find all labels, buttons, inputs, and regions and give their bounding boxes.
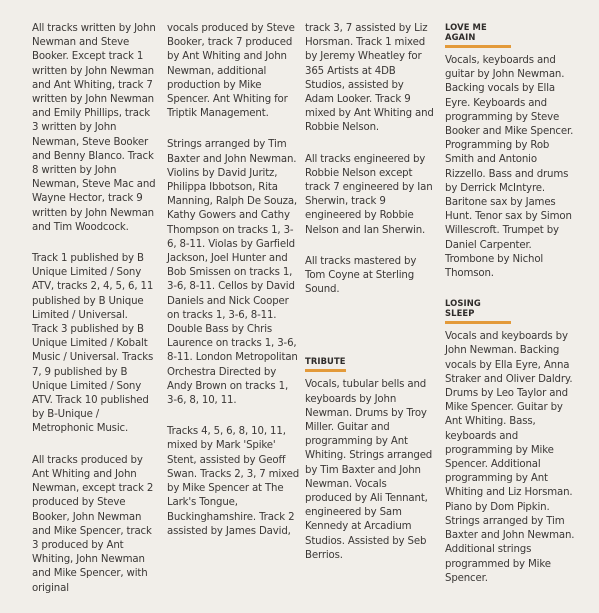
- tribute-section: [305, 349, 435, 563]
- love-me-again-section: [445, 22, 577, 281]
- love-me-again-heading: LOVE ME AGAIN: [445, 22, 511, 48]
- column-4: [445, 22, 577, 603]
- strings-credits: Strings arranged by Tim Baxter and John Newman. Violins by David Juritz, Philippa Ibbotson, Rita Manning, Ralph De Souza, Kathy Gowers and Cathy Thompson on tracks 1, 3-6, 8-11. Violas by Garfield Jackson, Joel Hunter and Bob Smissen on tracks 1, 3-6, 8-11. Cellos by David Daniels and Nick Cooper on tracks 1, 3-6, 8-11. Double Bass by Chris Laurence on tracks 1, 3-6, 8-11. London Metropolitan Orchestra Directed by Andy Brown on tracks 1, 3-6, 8, 10, 11.: [167, 139, 298, 407]
- production-credits: All tracks produced by Ant Whiting and John Newman, except track 2 produced by Steve Booker, John Newman and Mike Spencer, track 3 produced by Ant Whiting, John Newman and Mike Spencer, with original: [32, 454, 154, 594]
- writing-credits: All tracks written by John Newman and Steve Booker. Except track 1 written by John Newman and Ant Whiting, track 7 written by John Newman and Emily Phillips, track 3 written by John Newman, Steve Booker and Benny Blanco. Track 8 written by John Newman, Steve Mac and Wayne Hector, track 9 written by John Newman and Tim Woodcock.: [32, 23, 156, 233]
- mixing-credits: Tracks 4, 5, 6, 8, 10, 11, mixed by Mark 'Spike' Stent, assisted by Geoff Swan. Tracks 2, 3, 7 mixed by Mike Spencer at The Lark's Tongue, Buckinghamshire. Track 2 assisted by James David,: [167, 426, 300, 537]
- tribute-credits: Vocals, tubular bells and keyboards by John Newman. Drums by Troy Miller. Guitar and programming by Ant Whiting. Strings arranged by Tim Baxter and John Newman. Vocals produced by Ali Tennant, engineered by Sam Kennedy at Arcadium Studios. Assisted by Seb Berrios.: [305, 379, 433, 561]
- losing-sleep-heading: LOSING SLEEP: [445, 298, 511, 324]
- column-2: [167, 22, 300, 556]
- mixing-credits-continued: track 3, 7 assisted by Liz Horsman. Track 1 mixed by Jeremy Wheatley for 365 Artists at 4DB Studios, assisted by Adam Looker. Track 9 mixed by Ant Whiting and Robbie Nelson.: [305, 23, 434, 134]
- losing-sleep-section: [445, 298, 577, 586]
- losing-sleep-credits: Vocals and keyboards by John Newman. Backing vocals by Ella Eyre, Anna Straker and Oliver Daldry. Drums by Leo Taylor and Mike Spencer. Guitar by Ant Whiting. Bass, keyboards and programming by Mike Spencer. Additional programming by Ant Whiting and Liz Horsman. Piano by Dom Pipkin. Strings arranged by Tim Baxter and John Newman. Additional strings programmed by Mike Spencer.: [445, 331, 575, 584]
- production-credits-continued: vocals produced by Steve Booker, track 7 produced by Ant Whiting and John Newman, additional production by Mike Spencer. Ant Whiting for Triptik Management.: [167, 23, 295, 120]
- tribute-heading: TRIBUTE: [305, 356, 346, 372]
- love-me-again-credits: Vocals, keyboards and guitar by John Newman. Backing vocals by Ella Eyre. Keyboards and programming by Steve Booker and Mike Spencer. Programming by Rob Smith and Antonio Rizzello. Bass and drums by Derrick McIntyre. Baritone sax by James Hunt. Tenor sax by Simon Willescroft. Trumpet by Daniel Carpenter. Trombone by Nichol Thomson.: [445, 55, 574, 280]
- column-3: [305, 22, 435, 580]
- mastering-credits: All tracks mastered by Tom Coyne at Sterling Sound.: [305, 255, 417, 296]
- publishing-credits: Track 1 published by B Unique Limited / Sony ATV, tracks 2, 4, 5, 6, 11 published by B Unique Limited / Universal. Track 3 published by B Unique Limited / Kobalt Music / Universal. Tracks 7, 9 published by B Unique Limited / Sony ATV. Track 10 published by B-Unique / Metrophonic Music.: [32, 253, 154, 435]
- column-1: [32, 22, 156, 613]
- engineering-credits: All tracks engineered by Robbie Nelson except track 7 engineered by Ian Sherwin, track 9 engineered by Robbie Nelson and Ian Sherwin.: [305, 153, 433, 236]
